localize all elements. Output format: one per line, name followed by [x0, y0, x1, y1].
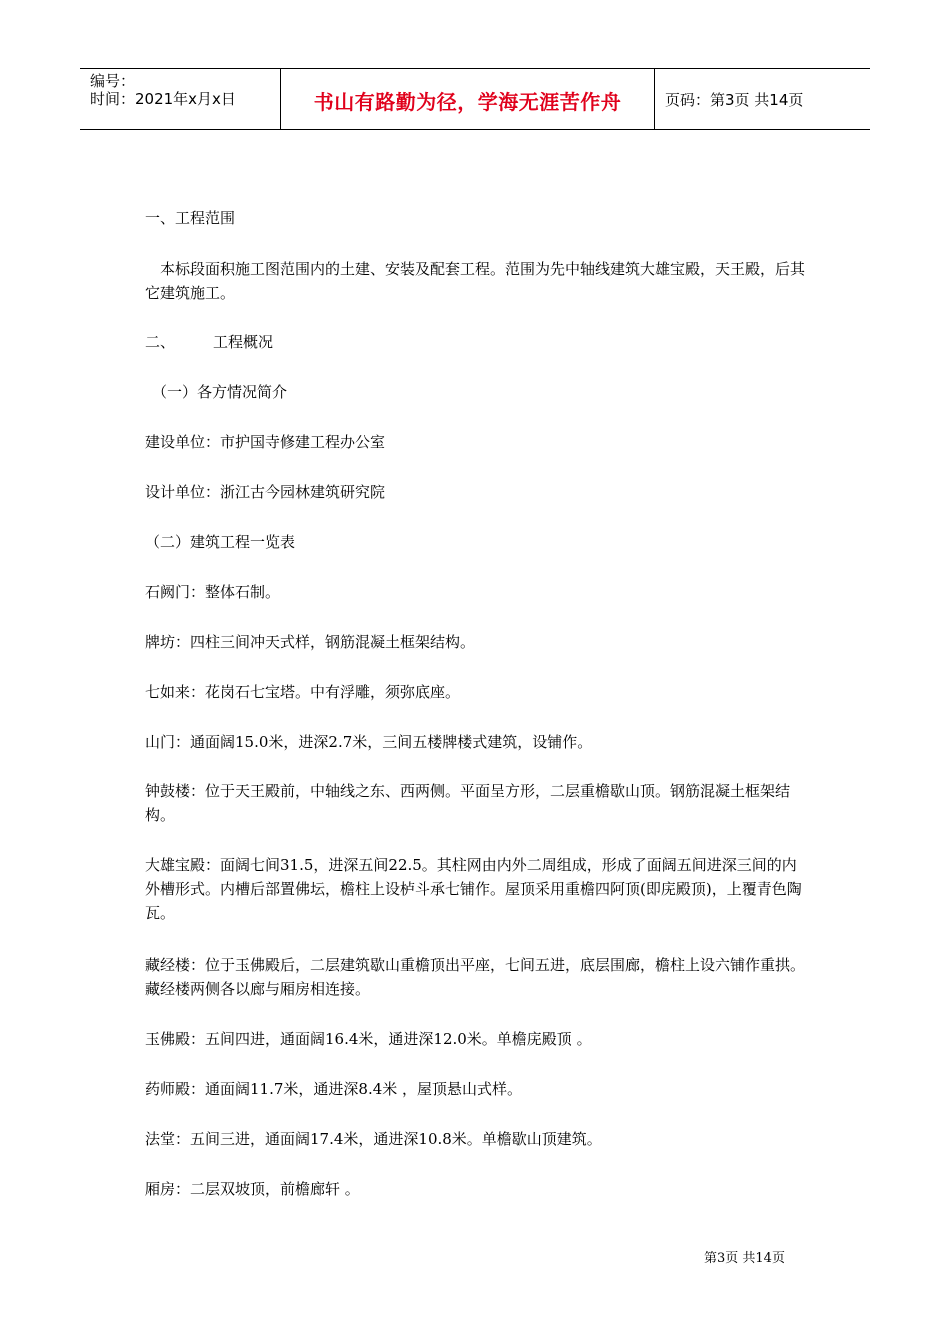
- motto: 书山有路勤为径，学海无涯苦作舟: [313, 90, 622, 114]
- footer-page-number: 第3页 共14页: [704, 1251, 785, 1266]
- builder-line: 建设单位：市护国寺修建工程办公室: [145, 433, 386, 451]
- list-item: 药师殿：通面阔11.7米，通进深8.4米 ，屋顶悬山式样。: [145, 1080, 523, 1098]
- subsection-1-title: （一）各方情况简介: [152, 383, 288, 401]
- list-item: 牌坊：四柱三间冲天式样，钢筋混凝土框架结构。: [145, 633, 476, 651]
- section-2-title: [145, 330, 273, 354]
- section-2-heading: 工程概况: [213, 333, 274, 351]
- serial-number-label: 编号：: [90, 72, 136, 90]
- header-motto-cell: [280, 69, 655, 129]
- list-item: 钟鼓楼：位于天王殿前，中轴线之东、西两侧。平面呈方形，二层重檐歇山顶。钢筋混凝土框架结构。: [145, 782, 791, 824]
- header-page-cell: [655, 69, 870, 129]
- list-item: 七如来：花岗石七宝塔。中有浮雕，须弥底座。: [145, 683, 461, 701]
- page-header: [80, 68, 870, 130]
- header-page-number: 页码：第3页 共14页: [665, 91, 804, 109]
- list-item: 玉佛殿：五间四进，通面阔16.4米，通进深12.0米。单檐庑殿顶 。: [145, 1030, 592, 1048]
- list-item: 厢房：二层双坡顶，前檐廊轩 。: [145, 1180, 360, 1198]
- subsection-2-title: （二）建筑工程一览表: [145, 533, 296, 551]
- designer-line: 设计单位：浙江古今园林建筑研究院: [145, 483, 386, 501]
- section-1-title: 一、工程范围: [145, 209, 236, 227]
- list-item: 法堂：五间三进，通面阔17.4米，通进深10.8米。单檐歇山顶建筑。: [145, 1130, 602, 1148]
- list-item: 石阙门：整体石制。: [145, 583, 281, 601]
- list-item: 大雄宝殿：面阔七间31.5，进深五间22.5。其柱网由内外二周组成，形成了面阔五间进深三间的内外槽形式。内槽后部置佛坛，檐柱上设栌斗承七铺作。屋顶采用重檐四阿顶(即庑殿顶)，上覆青色陶瓦。: [145, 856, 802, 922]
- section-1-paragraph: 本标段面积施工图范围内的土建、安装及配套工程。范围为先中轴线建筑大雄宝殿，天王殿，后其它建筑施工。: [145, 260, 806, 302]
- list-item: 山门：通面阔15.0米，进深2.7米，三间五楼牌楼式建筑，设铺作。: [145, 733, 593, 751]
- header-meta: [80, 69, 280, 129]
- list-item: 藏经楼：位于玉佛殿后，二层建筑歇山重檐顶出平座，七间五进，底层围廊，檐柱上设六铺作重拱。 藏经楼两侧各以廊与厢房相连接。: [145, 956, 806, 998]
- section-2-number: 二、: [145, 333, 176, 351]
- date-label: 时间：2021年x月x日: [90, 90, 236, 108]
